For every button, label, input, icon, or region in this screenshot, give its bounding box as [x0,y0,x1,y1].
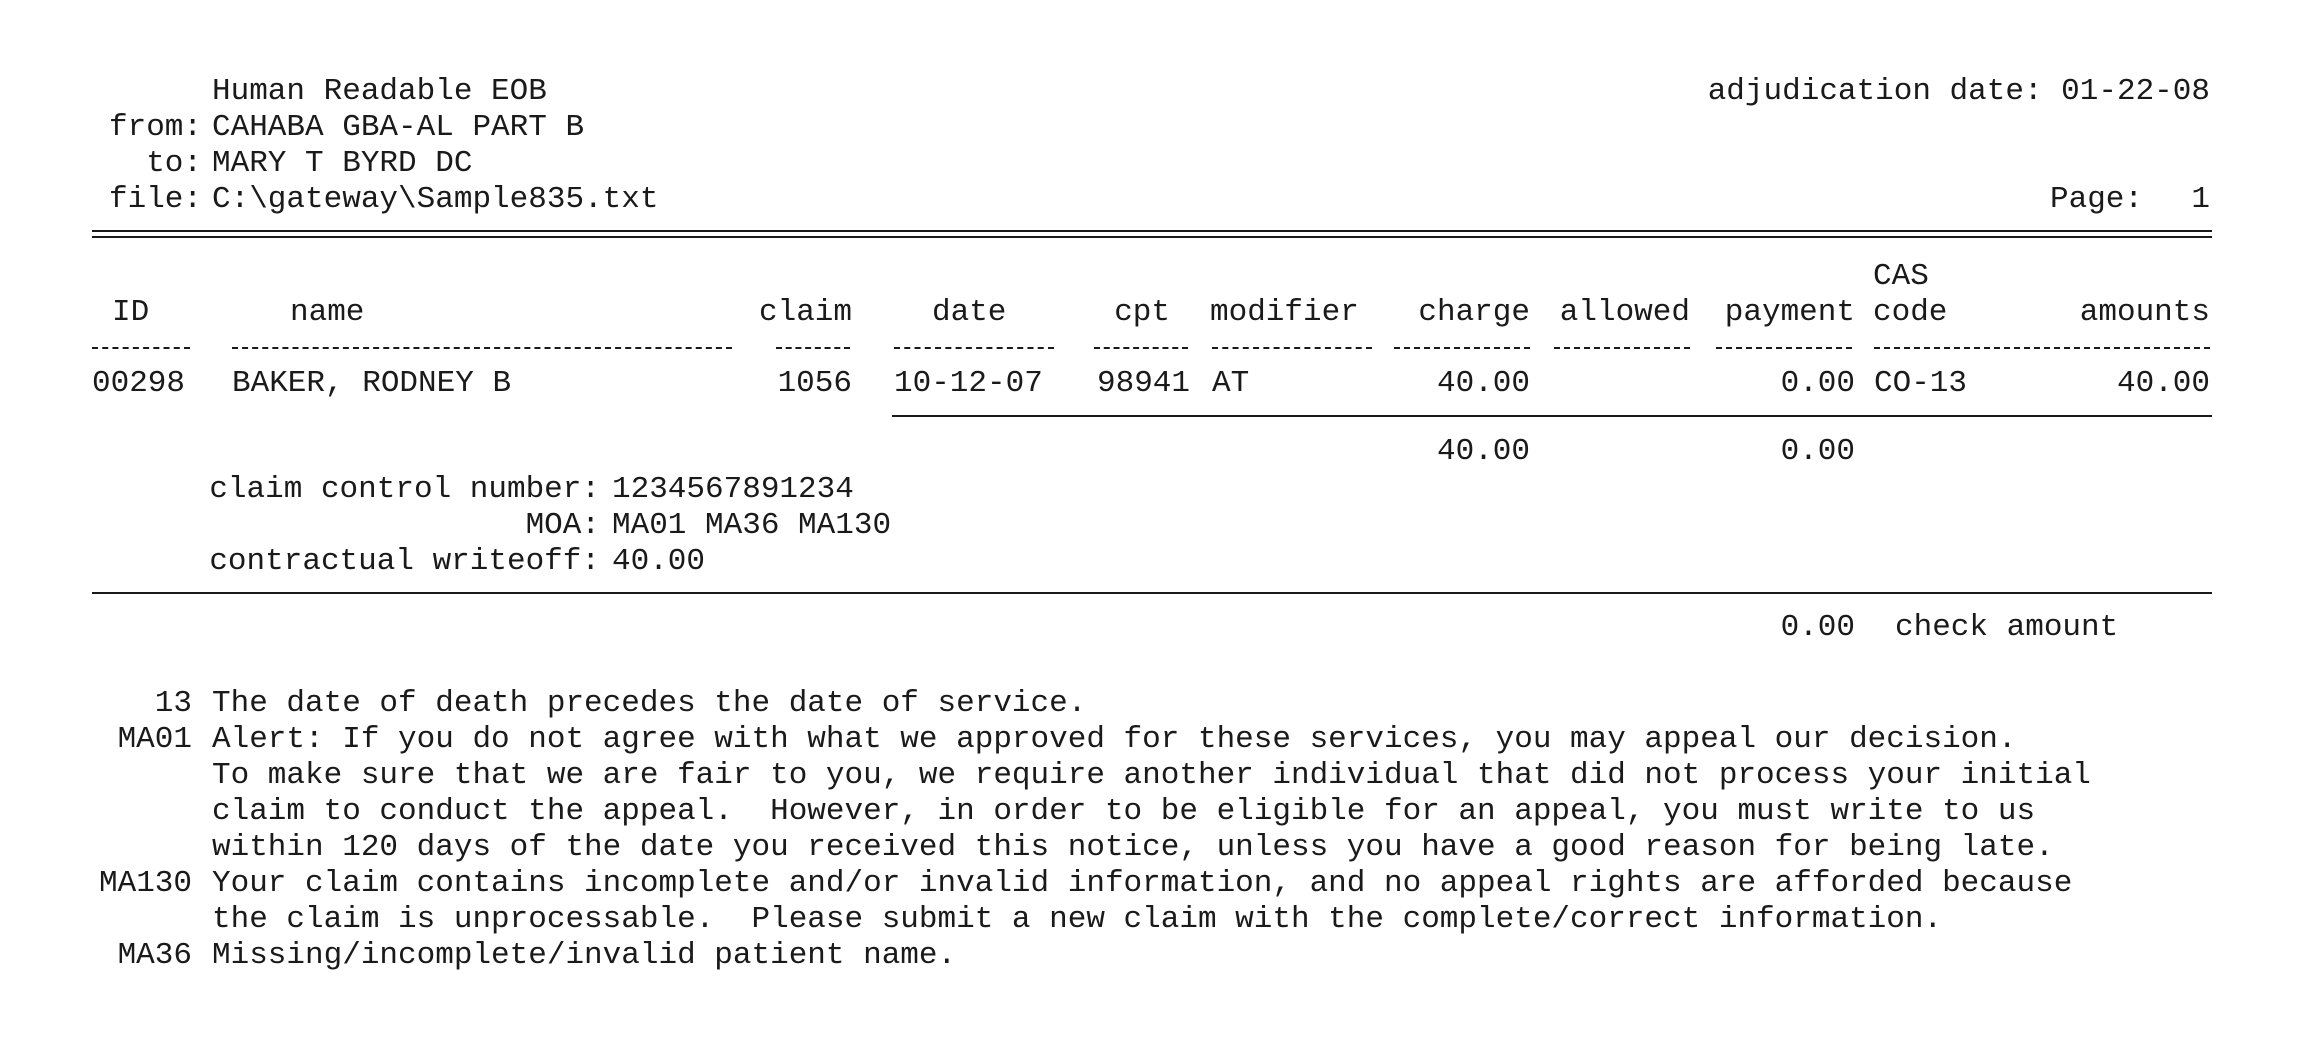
contractual-writeoff-value: 40.00 [612,544,706,579]
remark-code: MA130 [98,866,192,901]
header-double-rule-top [92,230,2212,232]
row-claim: 1056 [777,366,852,401]
col-header-cas-code: code [1873,295,1948,330]
row-payment: 0.00 [1780,366,1855,401]
col-sep-modifier [1212,347,1372,349]
remark-text-line: within 120 days of the date you received this notice, unless you have a good reason for being late. [212,830,2054,865]
row-cpt: 98941 [1096,366,1190,401]
remark-code: 13 [154,686,192,721]
file-value: C:\gateway\Sample835.txt [212,182,659,217]
adjudication-date: adjudication date: 01-22-08 [1707,74,2210,109]
col-header-modifier: modifier [1210,295,1359,330]
remark-text-line: Your claim contains incomplete and/or invalid information, and no appeal rights are afforded because [212,866,2073,901]
page-label: Page: [2050,182,2144,217]
row-modifier: AT [1212,366,1250,401]
header-double-rule-bottom [92,236,2212,238]
subtotal-rule [892,415,2212,417]
from-value: CAHABA GBA-AL PART B [212,110,585,145]
moa-label: MOA: [525,508,600,543]
row-cas-code: CO-13 [1874,366,1968,401]
col-sep-charge [1394,347,1530,349]
remark-code: MA01 [117,722,192,757]
col-header-amounts: amounts [2079,295,2210,330]
claim-section-rule [92,592,2212,594]
remark-text-line: claim to conduct the appeal. However, in order to be eligible for an appeal, you must write to us [212,794,2036,829]
col-header-charge: charge [1418,295,1530,330]
remark-text-line: the claim is unprocessable. Please submit a new claim with the complete/correct information. [212,902,1943,937]
row-charge: 40.00 [1436,366,1530,401]
row-name: BAKER, RODNEY B [232,366,512,401]
col-sep-allowed [1554,347,1690,349]
col-sep-date [894,347,1054,349]
file-label: file: [108,182,202,217]
row-amount: 40.00 [2116,366,2210,401]
to-value: MARY T BYRD DC [212,146,473,181]
page-number: 1 [2191,182,2210,217]
col-header-cas-top: CAS [1873,259,1929,294]
total-payment: 0.00 [1780,434,1855,469]
claim-control-number-value: 1234567891234 [612,472,854,507]
col-header-payment: payment [1724,295,1855,330]
row-date: 10-12-07 [894,366,1043,401]
col-header-id: ID [112,295,150,330]
remark-text-line: Missing/incomplete/invalid patient name. [212,938,957,973]
moa-value: MA01 MA36 MA130 [612,508,892,543]
col-header-name: name [290,295,365,330]
row-id: 00298 [92,366,186,401]
col-sep-claim [776,347,850,349]
check-amount-label: check amount [1895,610,2119,645]
col-sep-name [232,347,732,349]
total-charge: 40.00 [1436,434,1530,469]
remark-text-line: The date of death precedes the date of service. [212,686,1087,721]
remark-code: MA36 [117,938,192,973]
col-header-claim: claim [758,295,852,330]
col-sep-cpt [1094,347,1188,349]
col-header-date: date [932,295,1007,330]
remark-text-line: Alert: If you do not agree with what we approved for these services, you may appeal our decision. [212,722,2017,757]
check-amount-value: 0.00 [1780,610,1855,645]
contractual-writeoff-label: contractual writeoff: [209,544,600,579]
col-header-allowed: allowed [1559,295,1690,330]
col-sep-id [92,347,190,349]
to-label: to: [146,146,202,181]
from-label: from: [108,110,202,145]
document-title: Human Readable EOB [212,74,547,109]
col-header-cpt: cpt [1114,295,1170,330]
col-sep-payment [1716,347,1852,349]
remark-text-line: To make sure that we are fair to you, we require another individual that did not process your initial [212,758,2091,793]
claim-control-number-label: claim control number: [209,472,600,507]
col-sep-cas-amounts [1874,347,2210,349]
